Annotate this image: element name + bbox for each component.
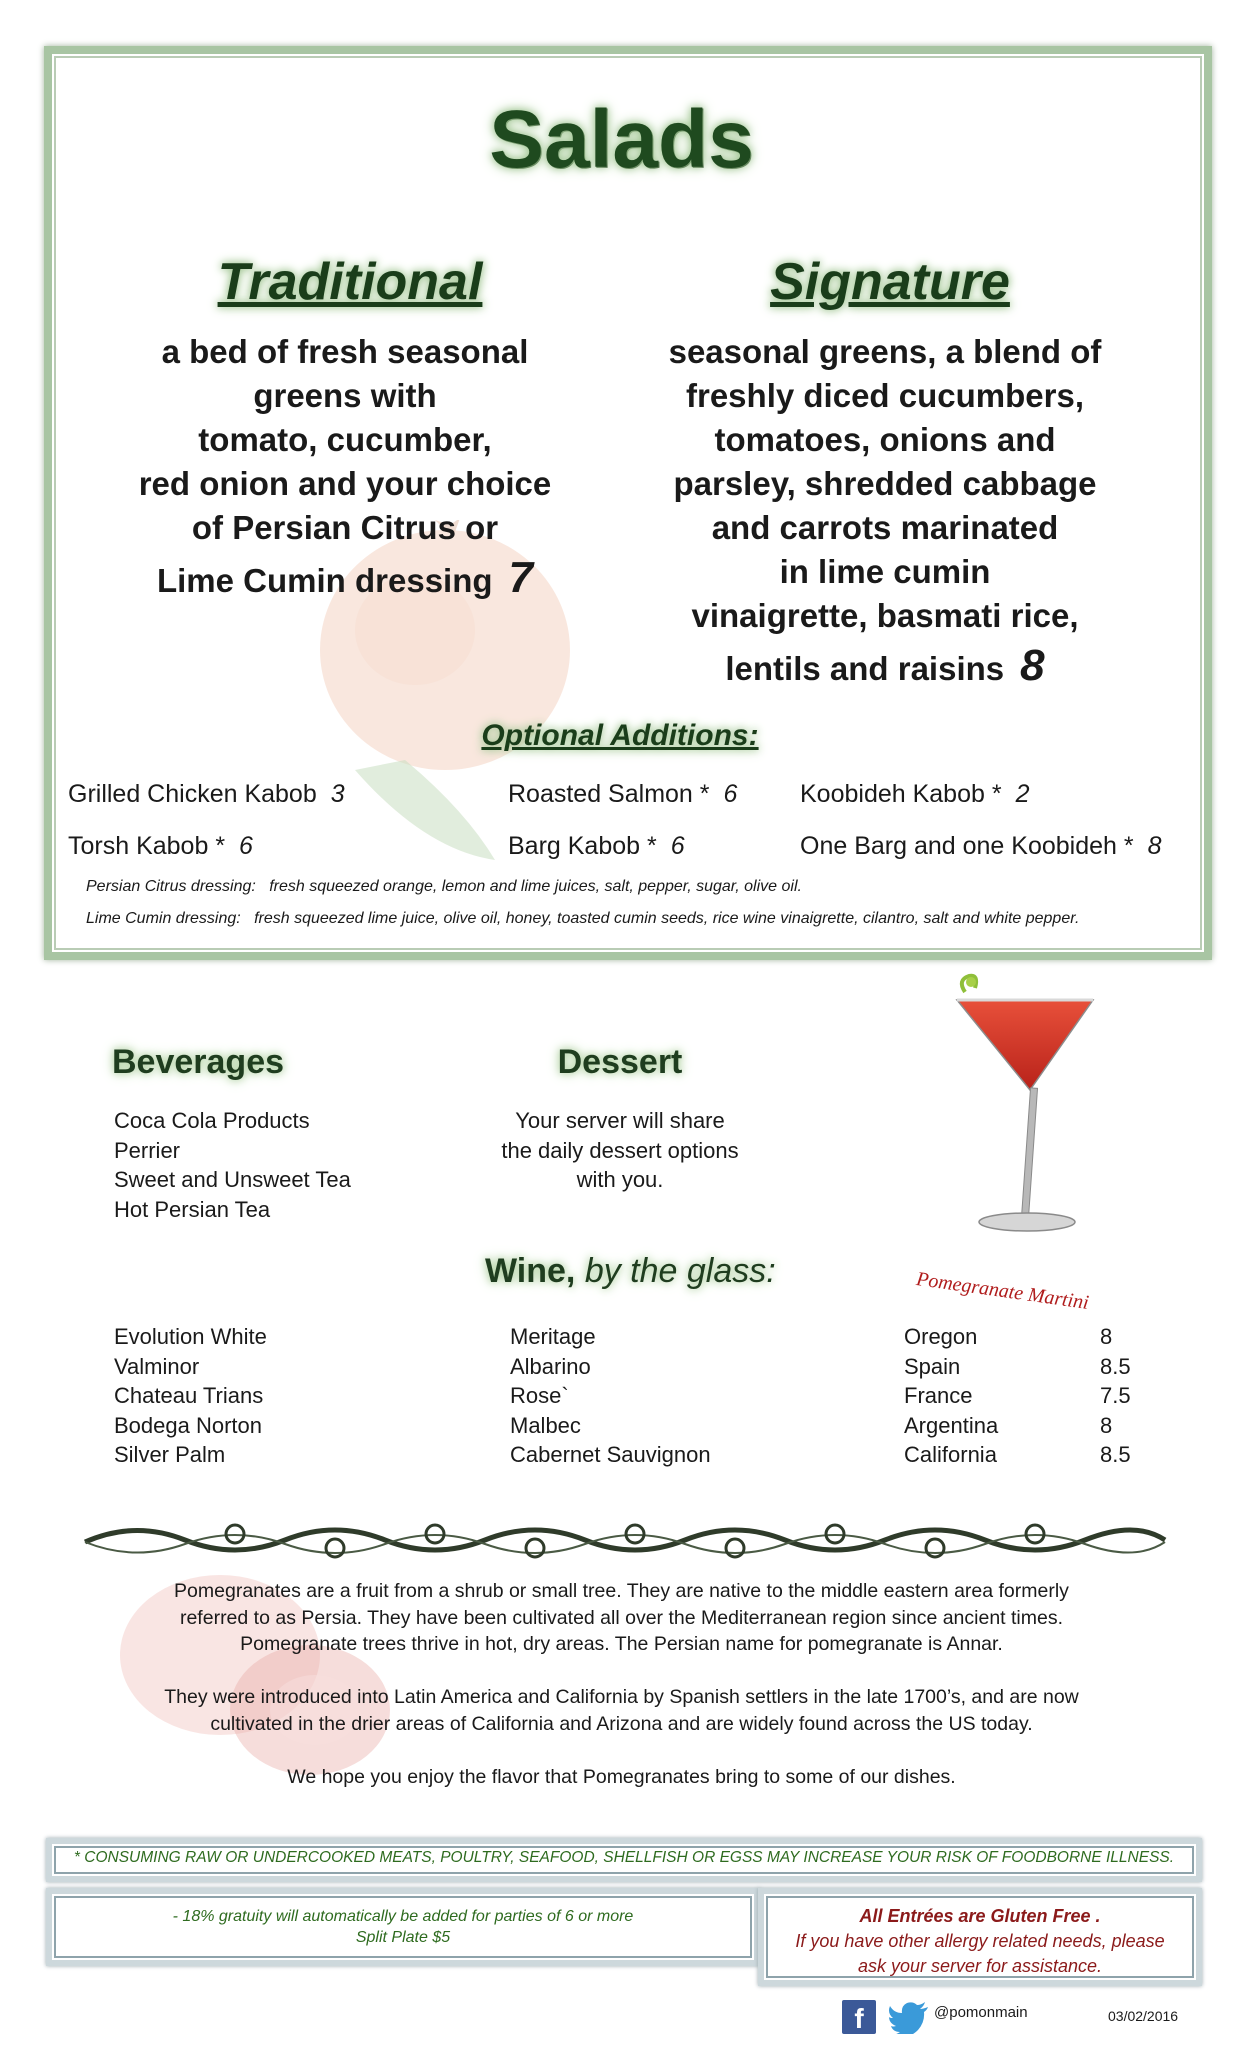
wine-heading <box>485 1252 776 1291</box>
traditional-heading: Traditional <box>217 253 483 311</box>
traditional-line: red onion and your choice <box>138 465 552 502</box>
wine-heading-italic: by the glass: <box>584 1252 776 1290</box>
traditional-line: tomato, cucumber, <box>198 421 492 458</box>
addition-name: One Barg and one Koobideh * <box>800 832 1134 860</box>
wine-name: Chateau Trians <box>114 1383 264 1408</box>
foodborne-warning: * CONSUMING RAW OR UNDERCOOKED MEATS, POULTRY, SEAFOOD, SHELLFISH OR EGSS MAY INCREASE YOUR RISK OF FOODBORNE ILLNESS. <box>73 1849 1175 1866</box>
pomegranate-paragraphs <box>100 1578 1143 1790</box>
facebook-icon[interactable]: f <box>842 2000 876 2034</box>
wine-price-column <box>1100 1322 1131 1470</box>
allergy-line: If you have other allergy related needs, please <box>795 1931 1165 1951</box>
traditional-line: of Persian Citrus or <box>191 509 499 546</box>
traditional-line: greens with <box>253 377 437 414</box>
wine-price: 7.5 <box>1100 1383 1131 1408</box>
dressing-note-text: fresh squeezed lime juice, olive oil, honey, toasted cumin seeds, rice wine vinaigrette, cilantro, salt and white pepper. <box>254 910 1080 927</box>
beverages-heading: Beverages <box>112 1043 285 1081</box>
wine-region: Argentina <box>904 1412 999 1438</box>
signature-line: parsley, shredded cabbage <box>673 465 1097 502</box>
wine-name: Bodega Norton <box>114 1412 262 1438</box>
wine-region: Spain <box>904 1353 961 1379</box>
addition-item <box>508 832 685 861</box>
addition-item <box>68 832 253 861</box>
addition-name: Koobideh Kabob * <box>800 780 1002 808</box>
addition-price: 6 <box>239 832 253 860</box>
allergy-text <box>758 1904 1202 1979</box>
beverage-item: Coca Cola Products <box>114 1108 310 1133</box>
beverage-item: Perrier <box>114 1137 181 1163</box>
wine-price: 8.5 <box>1100 1442 1131 1467</box>
traditional-line: a bed of fresh seasonal <box>161 333 529 370</box>
signature-line: vinaigrette, basmati rice, <box>691 597 1079 634</box>
addition-price: 6 <box>723 780 738 808</box>
wine-name-column <box>114 1322 267 1470</box>
twitter-handle: @pomonmain <box>934 2004 1028 2021</box>
wine-price: 8 <box>1100 1412 1113 1438</box>
traditional-description <box>110 330 580 603</box>
traditional-line: Lime Cumin dressing <box>156 562 493 599</box>
signature-line: in lime cumin <box>779 553 991 590</box>
wine-region: California <box>904 1442 997 1467</box>
traditional-last-line <box>110 553 580 603</box>
wine-varietal: Cabernet Sauvignon <box>510 1442 711 1467</box>
wine-varietal: Rose` <box>510 1383 569 1408</box>
addition-item <box>68 780 345 809</box>
signature-description <box>660 330 1110 691</box>
gratuity-line: - 18% gratuity will automatically be added for parties of 6 or more <box>172 1908 634 1925</box>
addition-item <box>800 832 1162 861</box>
pomegranate-line <box>100 1737 1143 1764</box>
signature-line: tomatoes, onions and <box>714 421 1056 458</box>
dressing-note-label: Lime Cumin dressing: <box>86 910 241 927</box>
signature-line: lentils and raisins <box>725 650 1005 687</box>
pomegranate-line <box>100 1658 1143 1685</box>
addition-name: Roasted Salmon * <box>508 780 710 808</box>
signature-line: seasonal greens, a blend of <box>668 333 1102 370</box>
wine-varietal: Malbec <box>510 1412 581 1438</box>
wine-name: Evolution White <box>114 1324 267 1349</box>
pomegranate-line: referred to as Persia. They have been cultivated all over the Mediterranean region since ancient times. <box>179 1606 1064 1629</box>
wine-heading-main: Wine, <box>485 1252 576 1290</box>
wine-price: 8 <box>1100 1324 1113 1349</box>
addition-name: Grilled Chicken Kabob <box>68 780 317 808</box>
dessert-text <box>470 1106 770 1195</box>
dressing-note-label: Persian Citrus dressing: <box>86 878 256 895</box>
wine-varietal-column <box>510 1322 711 1470</box>
addition-item <box>508 780 737 809</box>
twitter-icon[interactable] <box>888 2002 930 2034</box>
dessert-line: Your server will share <box>515 1108 725 1133</box>
wine-region: France <box>904 1383 973 1408</box>
beverage-item: Sweet and Unsweet Tea <box>114 1167 351 1192</box>
dressing-note-text: fresh squeezed orange, lemon and lime juices, salt, pepper, sugar, olive oil. <box>269 878 802 895</box>
signature-last-line <box>660 641 1110 691</box>
beverage-item: Hot Persian Tea <box>114 1196 271 1222</box>
wine-price: 8.5 <box>1100 1353 1131 1379</box>
beverages-list <box>114 1106 351 1224</box>
gratuity-text <box>46 1906 760 1948</box>
addition-name: Barg Kabob * <box>508 832 657 860</box>
signature-line: and carrots marinated <box>711 509 1059 546</box>
signature-price: 8 <box>1020 641 1045 690</box>
salads-title: Salads <box>489 94 754 185</box>
dessert-heading: Dessert <box>557 1043 683 1081</box>
pomegranate-line: They were introduced into Latin America and California by Spanish settlers in the late 1700’s, and are now <box>164 1686 1079 1708</box>
wine-name: Silver Palm <box>114 1442 226 1467</box>
pomegranate-martini-image <box>935 970 1135 1260</box>
pomegranate-line: We hope you enjoy the flavor that Pomegranates bring to some of our dishes. <box>287 1765 956 1788</box>
split-plate-line: Split Plate $5 <box>355 1929 451 1946</box>
addition-price: 3 <box>330 780 345 808</box>
menu-date: 03/02/2016 <box>1108 2008 1179 2024</box>
traditional-price: 7 <box>508 553 534 602</box>
wine-name: Valminor <box>114 1353 200 1379</box>
addition-price: 6 <box>670 832 685 860</box>
wine-region-column <box>904 1322 998 1470</box>
addition-name: Torsh Kabob * <box>68 832 226 860</box>
martini-caption: Pomegranate Martini <box>914 1268 1091 1314</box>
addition-price: 2 <box>1015 780 1030 808</box>
dressing-note <box>86 910 1079 928</box>
wine-region: Oregon <box>904 1324 978 1349</box>
pomegranate-line: cultivated in the drier areas of California and Arizona and are widely found across the US today. <box>210 1712 1033 1735</box>
wine-varietal: Meritage <box>510 1324 596 1349</box>
dessert-line: the daily dessert options <box>501 1137 739 1163</box>
optional-additions-heading: Optional Additions: <box>481 719 759 752</box>
signature-line: freshly diced cucumbers, <box>686 377 1084 414</box>
pomegranate-line: Pomegranates are a fruit from a shrub or small tree. They are native to the middle eastern area formerly <box>174 1580 1069 1602</box>
addition-price: 8 <box>1147 832 1162 860</box>
wine-varietal: Albarino <box>510 1353 591 1379</box>
dressing-note <box>86 878 802 896</box>
signature-heading: Signature <box>770 253 1010 311</box>
dessert-line: with you. <box>576 1167 664 1192</box>
gluten-free-line: All Entrées are Gluten Free . <box>859 1906 1101 1926</box>
addition-item <box>800 780 1029 809</box>
pomegranate-line: Pomegranate trees thrive in hot, dry areas. The Persian name for pomegranate is Annar. <box>240 1633 1003 1655</box>
allergy-line: ask your server for assistance. <box>857 1956 1103 1976</box>
